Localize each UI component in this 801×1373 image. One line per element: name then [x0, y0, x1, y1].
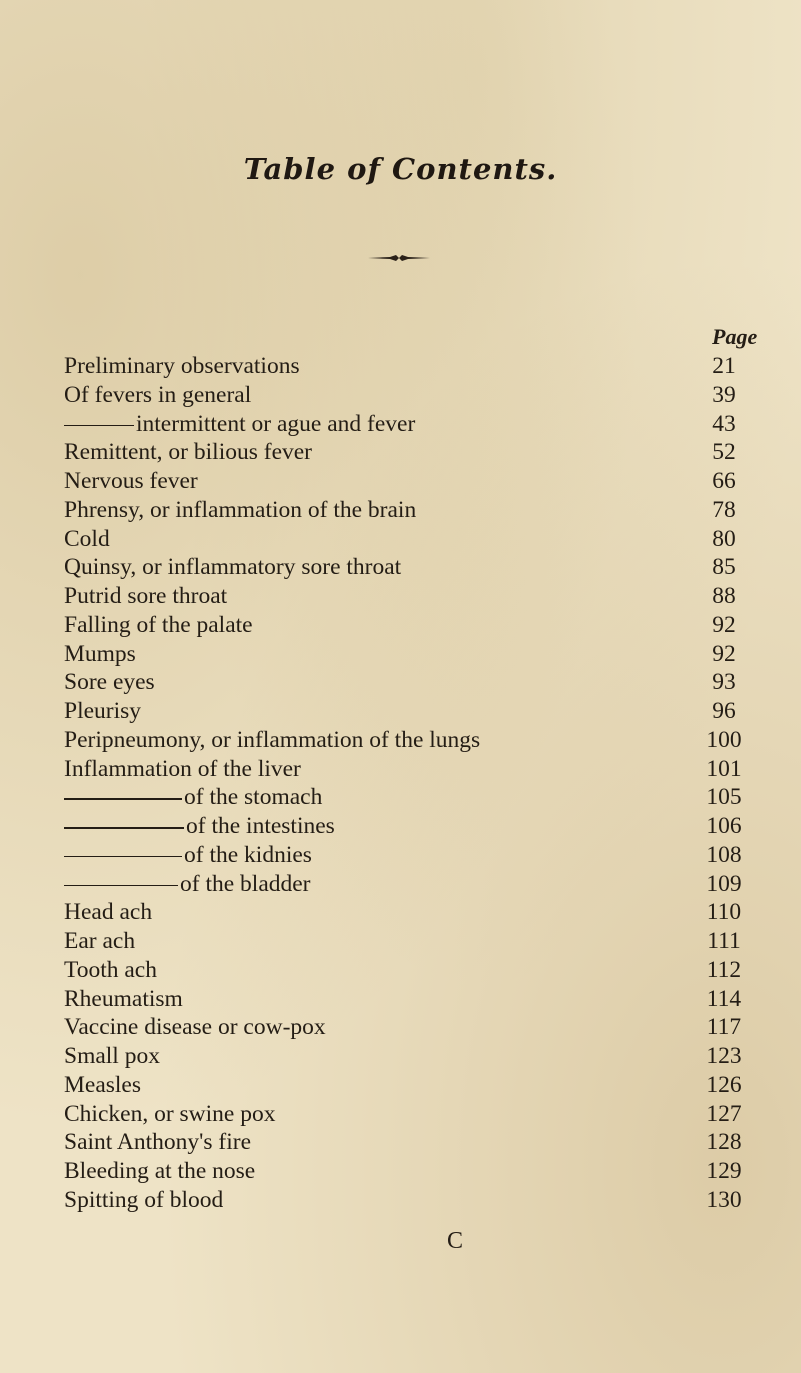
entry-title: Quinsy, or inflammatory sore throat [64, 554, 402, 581]
toc-entry-saint-anthonys-fire [64, 1128, 754, 1157]
toc-entry-cold [64, 525, 754, 554]
entry-page: 129 [706, 1158, 742, 1184]
toc-entry-nervous-fever [64, 467, 754, 496]
entry-title: Vaccine disease or cow-pox [64, 1014, 326, 1041]
ornament-rule [368, 254, 430, 262]
toc-entry-mumps [64, 640, 754, 669]
entry-title: Sore eyes [64, 669, 155, 696]
page-column-header: Page [712, 324, 758, 349]
toc-entry-vaccine-disease [64, 1013, 754, 1042]
entry-page: 93 [712, 669, 736, 696]
toc-entry-bleeding-nose [64, 1157, 754, 1186]
entry-page: 101 [706, 755, 742, 782]
ditto-rule [64, 856, 182, 858]
entry-page: 88 [712, 583, 736, 609]
entry-title: Nervous fever [64, 468, 198, 494]
toc-entry-falling-palate [64, 611, 754, 640]
entry-page: 127 [706, 1100, 742, 1127]
entry-page: 106 [706, 813, 742, 839]
entry-title: of the kidnies [184, 841, 312, 868]
entry-title: Of fevers in general [64, 381, 252, 408]
ditto-rule [64, 425, 134, 427]
toc-entry-measles [64, 1071, 754, 1100]
entry-title: Chicken, or swine pox [64, 1100, 276, 1127]
entry-title: Head ach [64, 899, 153, 926]
entry-title: Falling of the palate [64, 611, 253, 638]
entry-title: Peripneumony, or inflammation of the lungs [64, 726, 481, 753]
toc-entry-intestines [64, 812, 754, 841]
entry-title: of the stomach [184, 784, 323, 811]
ditto-rule [64, 798, 182, 800]
toc-entry-putrid-sore-throat [64, 582, 754, 611]
entry-title: Mumps [64, 640, 136, 667]
toc-entry-peripneumony [64, 726, 754, 755]
toc-entry-preliminary-observations [64, 352, 754, 381]
entry-title: Pleurisy [64, 698, 142, 724]
table-of-contents [64, 352, 754, 1215]
entry-title: Measles [64, 1071, 142, 1098]
entry-page: 112 [706, 956, 742, 983]
toc-entry-kidnies [64, 841, 754, 870]
entry-title: Putrid sore throat [64, 583, 228, 609]
entry-title: of the intestines [186, 813, 335, 839]
entry-page: 80 [712, 525, 736, 552]
entry-page: 85 [712, 554, 736, 581]
entry-page: 100 [706, 726, 742, 753]
toc-entry-tooth-ach [64, 956, 754, 985]
entry-title: Remittent, or bilious fever [64, 439, 313, 466]
entry-page: 117 [706, 1014, 742, 1041]
ditto-rule [64, 885, 178, 887]
entry-title: Small pox [64, 1043, 160, 1069]
entry-page: 108 [706, 841, 742, 868]
entry-page: 43 [712, 410, 736, 437]
entry-title: Ear ach [64, 928, 136, 954]
entry-title: Bleeding at the nose [64, 1158, 256, 1184]
entry-page: 110 [706, 899, 742, 926]
entry-title: Tooth ach [64, 956, 157, 983]
entry-page: 123 [706, 1043, 742, 1069]
toc-entry-chicken-pox [64, 1100, 754, 1129]
entry-page: 92 [712, 611, 736, 638]
toc-entry-pleurisy [64, 697, 754, 726]
toc-entry-stomach [64, 783, 754, 812]
toc-entry-sore-eyes [64, 668, 754, 697]
entry-page: 130 [706, 1186, 742, 1213]
toc-entry-spitting-blood [64, 1186, 754, 1215]
entry-page: 128 [706, 1129, 742, 1156]
entry-page: 39 [712, 381, 736, 408]
entry-title: Phrensy, or inflammation of the brain [64, 496, 417, 523]
toc-entry-head-ach [64, 898, 754, 927]
entry-title: Saint Anthony's fire [64, 1129, 252, 1156]
signature-mark: C [446, 1228, 463, 1254]
toc-entry-small-pox [64, 1042, 754, 1071]
toc-entry-quinsy [64, 553, 754, 582]
toc-entry-fevers-general [64, 381, 754, 410]
entry-page: 114 [706, 985, 742, 1012]
toc-entry-bladder [64, 870, 754, 899]
page-title: Table of Contents. [243, 152, 558, 186]
entry-page: 66 [712, 468, 736, 494]
entry-page: 105 [706, 784, 742, 811]
toc-entry-rheumatism [64, 985, 754, 1014]
entry-page: 92 [712, 640, 736, 667]
entry-title: intermittent or ague and fever [136, 410, 416, 437]
toc-entry-inflammation-liver [64, 755, 754, 784]
entry-title: Spitting of blood [64, 1186, 224, 1213]
toc-entry-remittent-fever [64, 438, 754, 467]
entry-title: Inflammation of the liver [64, 755, 301, 782]
ditto-rule [64, 827, 184, 829]
entry-title: Rheumatism [64, 985, 183, 1012]
entry-page: 21 [712, 353, 736, 379]
toc-entry-ear-ach [64, 927, 754, 956]
toc-entry-phrensy [64, 496, 754, 525]
entry-page: 96 [712, 698, 736, 724]
entry-page: 109 [706, 870, 742, 897]
entry-title: of the bladder [180, 870, 311, 897]
toc-entry-intermittent-fever [64, 410, 754, 439]
entry-page: 111 [707, 928, 741, 954]
entry-page: 78 [712, 496, 736, 523]
entry-page: 52 [712, 439, 736, 466]
entry-title: Preliminary observations [64, 353, 300, 379]
entry-page: 126 [706, 1071, 742, 1098]
entry-title: Cold [64, 525, 110, 552]
